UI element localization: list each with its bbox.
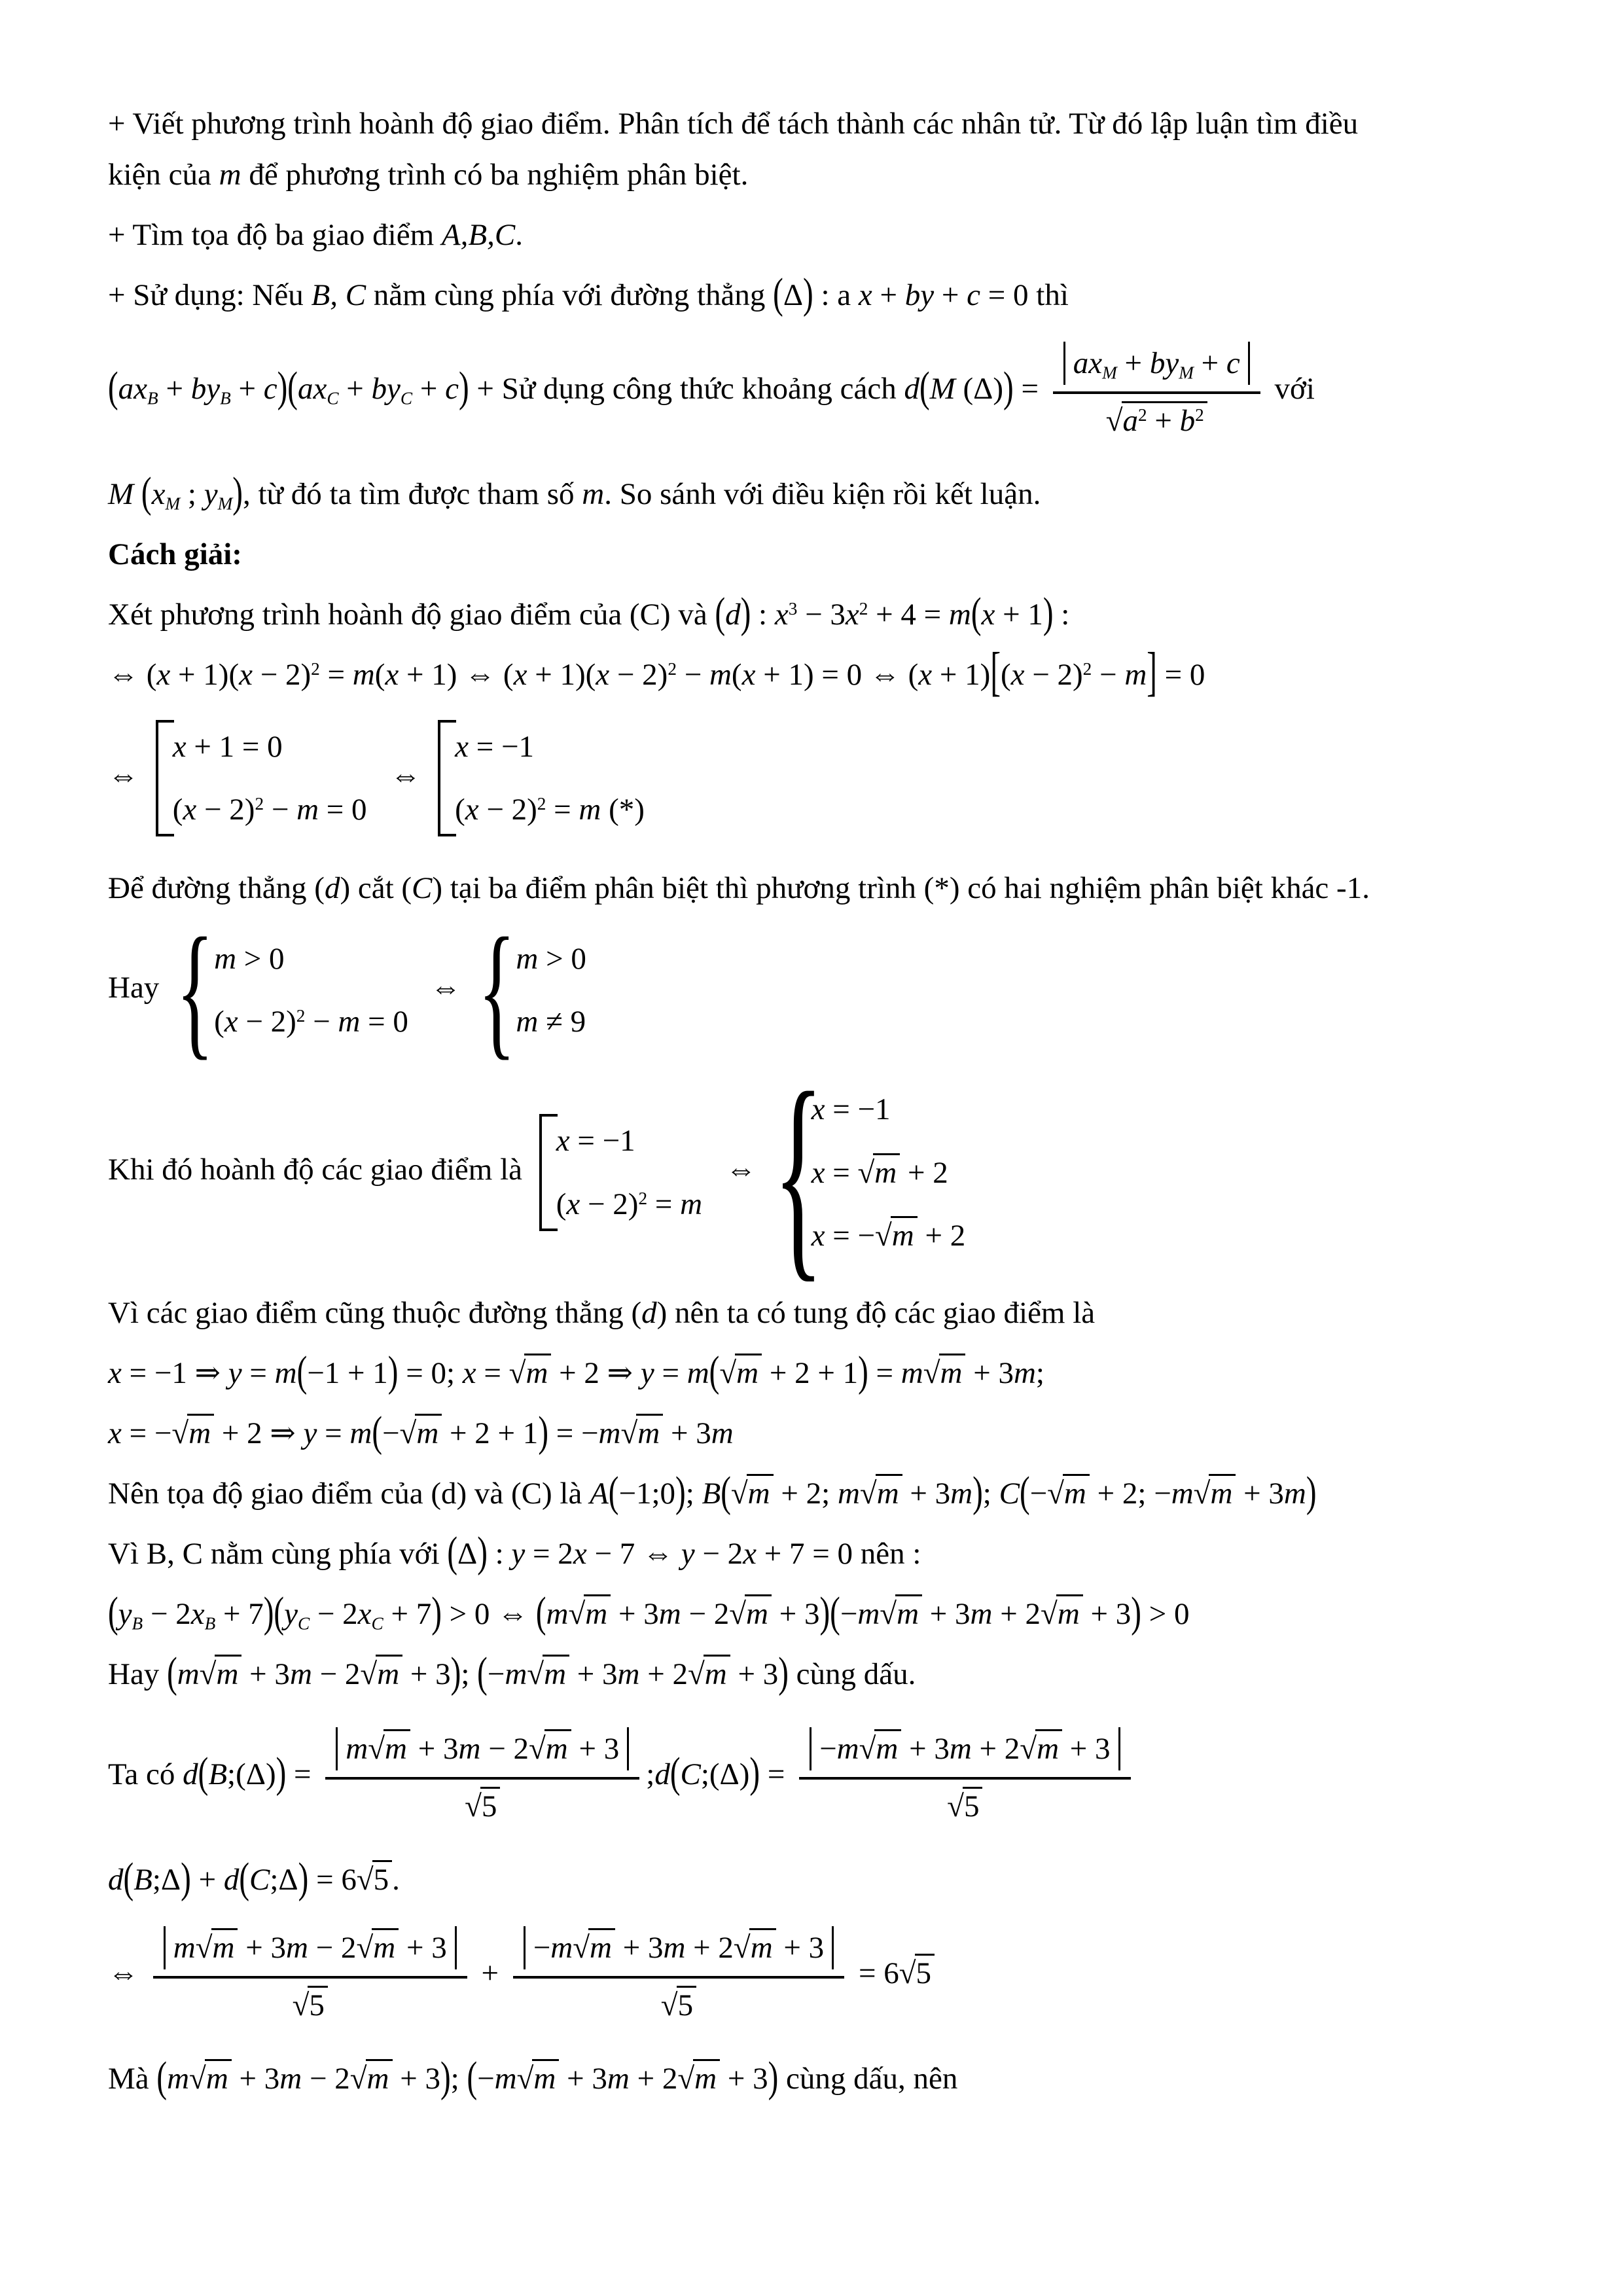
product-positive-line: $(y_B - 2x_B + 7)(y_C - 2x_C + 7) > 0$ ⇔ (m√m + 3m − 2√m + 3)(−m√m + 3m + 2√m + 3) > 0	[108, 1588, 1190, 1637]
distance-formula-line: $(ax_B + by_B + c)(ax_C + by_C + c)$ + Sử dụng công thức khoảng cách d(M (Δ)) = $\frac{ax_M + by_M + c}{√a^2 + b^2}$ với	[108, 335, 1526, 448]
distance-equation-line: ⇔ $\frac{m√m + 3m - 2√m + 3}{√5}$ + $\frac{-m√m + 3m + 2√m + 3}{√5}$ = 6√5	[108, 1920, 1526, 2032]
intro-line-1: + Viết phương trình hoành độ giao điểm. Phân tích để tách thành các nhân tử. Từ đó lập luận tìm điều	[108, 107, 1359, 141]
step-same-side-line: + Sử dụng: Nếu B, C nằm cùng phía với đường thẳng (Δ) : a x + by + c = 0 thì	[108, 270, 1069, 318]
roots-values-line: Khi đó hoành độ các giao điểm là x = −1 $(x - 2)^2 = m$ ⇔ { x = −1 x = √m + 2 x = −√m + 2	[108, 1079, 1526, 1266]
equation-setup-line: Xét phương trình hoành độ giao điểm của (C) và (d) : $x^3 - 3x^2 + 4 = m(x + 1)$ :	[108, 589, 1070, 637]
ordinates-intro-line: Vì các giao điểm cũng thuộc đường thẳng (d) nên ta có tung độ các giao điểm là	[108, 1295, 1096, 1330]
distance-sum-line: d(B;Δ) + d(C;Δ) = 6√5 .	[108, 1854, 400, 1903]
method-conclusion-line: M ($x_M$ ; $y_M$), từ đó ta tìm được tham số m. So sánh với điều kiện rồi kết luận.	[108, 469, 1041, 517]
solution-heading: Cách giải:	[108, 537, 242, 572]
condition-system-line: Hay { m > 0 $(x - 2)^2 - m = 0$ ⇔ { m > 0 m ≠ 9	[108, 928, 1526, 1052]
step-find-points-line: + Tìm tọa độ ba giao điểm A,B,C.	[108, 218, 523, 253]
same-side-delta-line: Vì B, C nằm cùng phía với (Δ) : y = 2x − 7 ⇔ y − 2x + 7 = 0 nên :	[108, 1528, 921, 1577]
distances-line: Ta có d(B;(Δ)) = $\frac{m√m + 3m - 2√m + 3}{√5}$ ;d(C;(Δ)) = $\frac{-m√m + 3m + 2√m + 3}{√5}$	[108, 1721, 1526, 1833]
ordinate-calc-line-1: x = −1 ⇒ y = m(−1 + 1) = 0; x = √m + 2 ⇒ y = m(√m + 2 + 1) = m√m + 3m;	[108, 1348, 1044, 1396]
intersection-coordinates-line: Nên tọa độ giao điểm của (d) và (C) là A(−1;0); B(√m + 2; m√m + 3m); C(−√m + 2; −m√m + 3m)	[108, 1468, 1317, 1516]
same-sign-conclusion-line: Mà (m√m + 3m − 2√m + 3); (−m√m + 3m + 2√m + 3) cùng dấu, nên	[108, 2053, 958, 2102]
factorization-line: ⇔ $(x + 1)(x - 2)^2 = m(x + 1)$ ⇔ $(x + 1)(x - 2)^2 - m(x + 1) = 0$ ⇔ $(x + 1)[(x - 2)^2 - m] = 0$	[108, 643, 1205, 703]
same-sign-line: Hay (m√m + 3m − 2√m + 3); (−m√m + 3m + 2√m + 3) cùng dấu.	[108, 1649, 916, 1697]
cases-roots-line: ⇔ x + 1 = 0 $(x - 2)^2 - m = 0$ ⇔ x = −1 $(x - 2)^2 = m$ (*)	[108, 715, 1526, 842]
distinct-roots-condition-line: Để đường thẳng (d) cắt (C) tại ba điểm phân biệt thì phương trình (*) có hai nghiệm phân biệt khác -1.	[108, 871, 1370, 906]
ordinate-calc-line-2: x = −√m + 2 ⇒ y = m(−√m + 2 + 1) = −m√m + 3m	[108, 1408, 734, 1456]
intro-line-2: kiện của m để phương trình có ba nghiệm phân biệt.	[108, 158, 749, 192]
